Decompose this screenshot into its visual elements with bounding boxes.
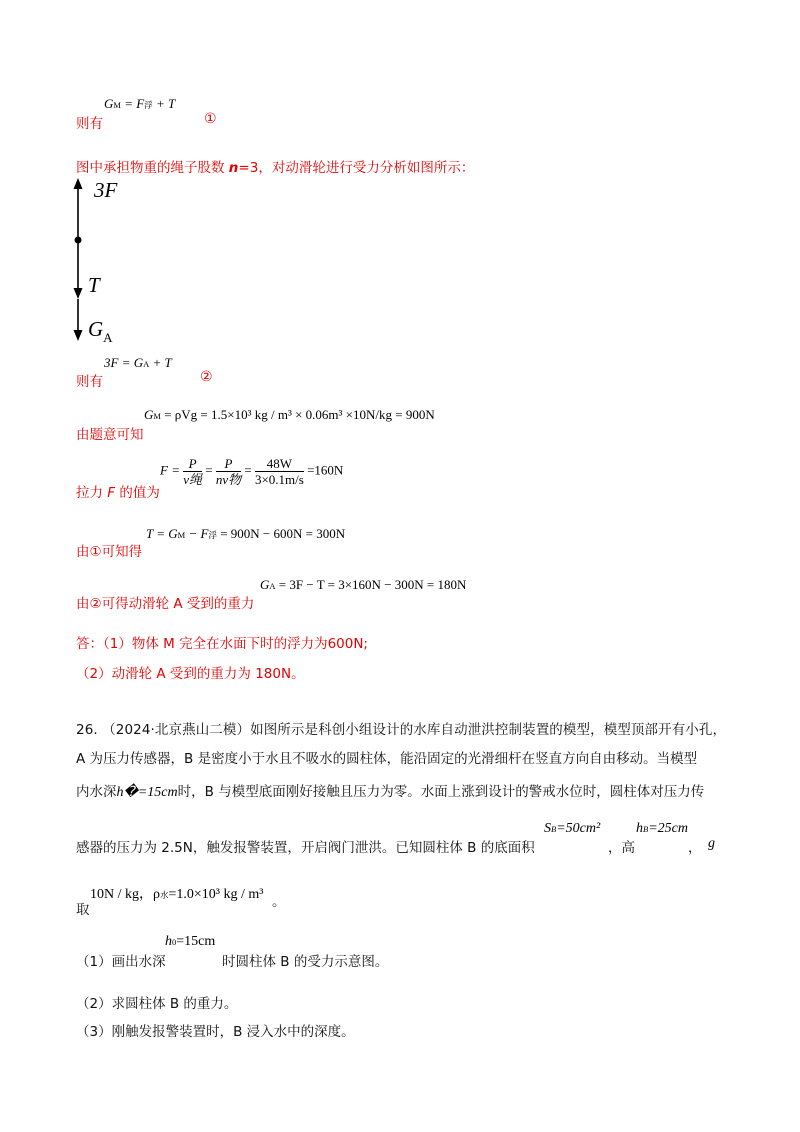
diagram-G-sub: A <box>103 330 113 345</box>
eq4-F: F = <box>160 462 180 478</box>
eq6-sub: A <box>269 581 276 591</box>
q26-sub-1-post: 时圆柱体 B 的受力示意图。 <box>222 954 389 970</box>
force-3F-arrowhead <box>74 178 83 189</box>
q26-h-sub: B <box>643 824 649 834</box>
eq4-frac-2 <box>216 456 241 487</box>
eq2-a: 3F = G <box>104 355 144 370</box>
q26-line-1: 26. （2024·北京燕山二模）如图所示是科创小组设计的水库自动泄洪控制装置的模型，模型顶部开有小孔， <box>76 722 727 738</box>
equation-1 <box>104 96 175 112</box>
diagram-3F-label: 3F <box>94 178 118 202</box>
rope-text-post: =3，对动滑轮进行受力分析如图所示： <box>238 160 475 176</box>
eq4-result: =160N <box>307 462 344 478</box>
answer-1: 答：（1）物体 M 完全在水面下时的浮力为600N; <box>76 636 368 652</box>
q26-line-3 <box>76 780 704 801</box>
have-label-1: 则有 <box>76 116 103 132</box>
q26-line5-val: =1.0×10³ kg / m³ <box>168 887 264 902</box>
q26-g <box>708 836 715 852</box>
eq5-c: = 900N − 600N = 300N <box>220 526 346 541</box>
q26-line5-sub: 水 <box>160 890 169 900</box>
eq4-den1: v绳 <box>183 472 202 487</box>
from-2-label: 由②可得动滑轮 A 受到的重力 <box>76 596 255 612</box>
eq3-G: G <box>144 407 154 422</box>
eq1-sub: M <box>113 100 121 110</box>
eq5-a: T = G <box>146 526 178 541</box>
eq2-b: + T <box>152 355 172 370</box>
q26-sub-2: （2）求圆柱体 B 的重力。 <box>76 996 238 1012</box>
eq4-num2: P <box>224 456 233 471</box>
q26-g-text: g <box>708 836 715 851</box>
pull-label-post: 的值为 <box>115 485 160 501</box>
equation-4: F = $\frac{P}{\text{v绳}}$ = $\frac{P}{\text{nv物}}$ = $\frac{48W}{3\times 0.1m/s}$ =160N <box>160 456 344 487</box>
diagram-T-label: T <box>88 273 100 297</box>
eq1-G: G <box>104 96 114 111</box>
diagram-G: G <box>88 317 104 341</box>
q26-line-4-pre: 感器的压力为 2.5N，触发报警装置，开启阀门泄洪。已知圆柱体 B 的底面积 <box>76 840 535 856</box>
q26-line-5-end: 。 <box>272 894 286 910</box>
q26-sub-1-h <box>165 934 215 950</box>
q26-line-4-comma: ， <box>688 840 702 856</box>
q26-sub1-val: =15cm <box>176 934 216 949</box>
eq4-den3: 3×0.1m/s <box>254 472 304 487</box>
q26-sub1-h-sub: 0 <box>172 937 177 947</box>
eq6-rest: = 3F − T = 3×160N − 300N = 180N <box>278 577 467 592</box>
eq4-frac-1 <box>183 456 202 487</box>
eq2-sub: A <box>143 359 150 369</box>
q26-sub-3: （3）刚触发报警装置时，B 浸入水中的深度。 <box>76 1024 355 1040</box>
q26-line-5-expr <box>90 883 263 903</box>
eq5-b: − F <box>188 526 209 541</box>
q26-h: h <box>636 821 643 836</box>
force-G-arrowhead <box>74 330 83 341</box>
eq1-sub2: 浮 <box>144 100 153 110</box>
q26-line-4-mid: ，高 <box>608 840 635 856</box>
eq3-rest: = ρVg = 1.5×10³ kg / m³ × 0.06m³ ×10N/kg = 900N <box>164 407 435 422</box>
pull-label <box>76 481 160 501</box>
q26-S-sub: B <box>551 824 557 834</box>
pull-F: F <box>107 485 116 501</box>
q26-line5-eq: 10N / kg，ρ <box>90 887 160 902</box>
equation-2 <box>104 355 172 371</box>
q26-line3-pre: 内水深 <box>76 784 117 800</box>
have-label-2: 则有 <box>76 374 103 390</box>
diagram-G-label <box>88 317 113 346</box>
answer-2: （2）动滑轮 A 受到的重力为 180N。 <box>76 666 305 682</box>
mark-2: ② <box>200 369 213 385</box>
eq1-rest2: + T <box>155 96 176 111</box>
q26-line-2: A 为压力传感器，B 是密度小于水且不吸水的圆柱体，能沿固定的光滑细杆在竖直方向自由移动。当模型 <box>76 751 698 767</box>
eq3-sub: M <box>153 411 161 421</box>
eq4-frac-3 <box>255 456 304 487</box>
pull-label-pre: 拉力 <box>76 485 108 501</box>
from-1-label: 由①可知得 <box>76 544 143 560</box>
q26-h-val: =25cm <box>648 821 688 836</box>
q26-sub1-h: h <box>165 934 172 949</box>
rope-count-text <box>76 156 474 176</box>
equation-3 <box>144 407 435 423</box>
eq1-rest1: = F <box>124 96 145 111</box>
rope-text-pre: 图中承担物重的绳子股数 <box>76 160 229 176</box>
eq5-sub1: M <box>177 530 186 540</box>
rope-n: n <box>228 160 239 176</box>
eq4-num3: 48W <box>255 456 304 472</box>
equation-6 <box>260 577 466 593</box>
pulley-point <box>75 237 82 244</box>
q26-line3-post: 时，B 与模型底面刚好接触且压力为零。水面上涨到设计的警戒水位时，圆柱体对压力传 <box>177 784 705 800</box>
force-T-arrowhead <box>74 288 83 299</box>
eq4-den2: nv物 <box>215 472 242 487</box>
q26-S-val: =50cm² <box>556 821 601 836</box>
q26-line3-h: h�=15cm <box>116 785 178 800</box>
q26-S-expr <box>544 821 600 837</box>
given-label: 由题意可知 <box>76 427 144 443</box>
q26-h-expr <box>636 821 688 837</box>
eq4-num1: P <box>188 456 197 471</box>
eq6-G: G <box>260 577 270 592</box>
q26-S: S <box>544 821 551 836</box>
equation-5 <box>146 526 345 542</box>
q26-line-5-pre: 取 <box>76 902 90 918</box>
q26-sub-1-pre: （1）画出水深 <box>76 954 166 970</box>
eq5-sub2: 浮 <box>208 530 217 540</box>
mark-1: ① <box>204 111 217 127</box>
